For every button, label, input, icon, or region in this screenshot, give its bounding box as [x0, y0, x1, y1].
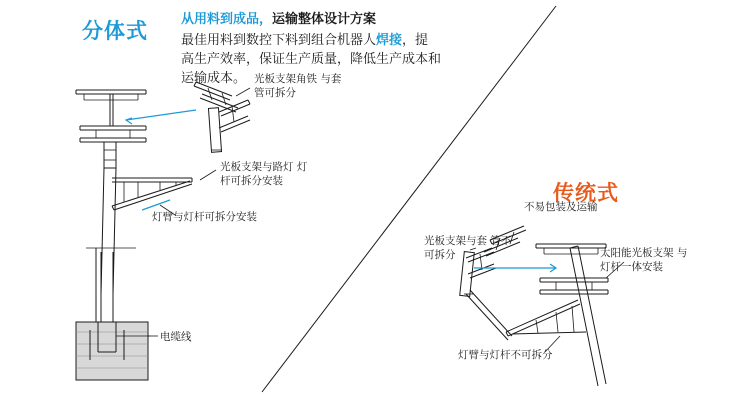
- header-headline-suffix: 运输整体设计方案: [272, 12, 377, 27]
- header-headline-prefix: 从用料到成品，: [181, 12, 273, 27]
- right-blue-arrow: [474, 264, 556, 272]
- left-lamp-arm: [112, 178, 192, 210]
- left-solar-panel-top: [76, 90, 146, 126]
- right-type-title: 传统式: [553, 181, 619, 205]
- right-solar-panel: [536, 244, 608, 294]
- left-main-pole: [101, 168, 116, 295]
- header-body-before: 最佳用料到数控下料到组合机器人: [181, 33, 377, 48]
- note-panel-pole: 太阳能光板支架 与灯杆一体安装: [600, 247, 688, 274]
- left-foundation: [76, 248, 150, 380]
- header-body-highlight: 焊接: [376, 33, 403, 48]
- left-sleeve-coupler: [104, 142, 116, 168]
- note-bracket-pole: 光板支架与路灯 灯杆可拆分安装: [220, 161, 308, 188]
- left-bracket-rails: [80, 126, 146, 142]
- header-headline: [181, 11, 376, 30]
- note-bracket-angle: 光板支架角铁 与套管可拆分: [254, 73, 342, 100]
- note-cable: 电缆线: [160, 331, 192, 343]
- right-lamp-arm: [506, 300, 586, 336]
- left-blue-arrows: [126, 110, 196, 210]
- note-arm-pole-right: 灯臂与灯杆不可拆分: [458, 349, 553, 361]
- note-no-packaging: 不易包装及运输: [524, 201, 598, 213]
- left-type-title: 分体式: [82, 19, 148, 43]
- note-arm-pole-left: 灯臂与灯杆可拆分安装: [152, 211, 257, 223]
- note-bracket-sleeve: 光板支架与套 管不可拆分: [424, 235, 512, 262]
- header-body-after: ，提高生产效率，保证生产质量，降低生产成本和运输成本。: [181, 33, 442, 86]
